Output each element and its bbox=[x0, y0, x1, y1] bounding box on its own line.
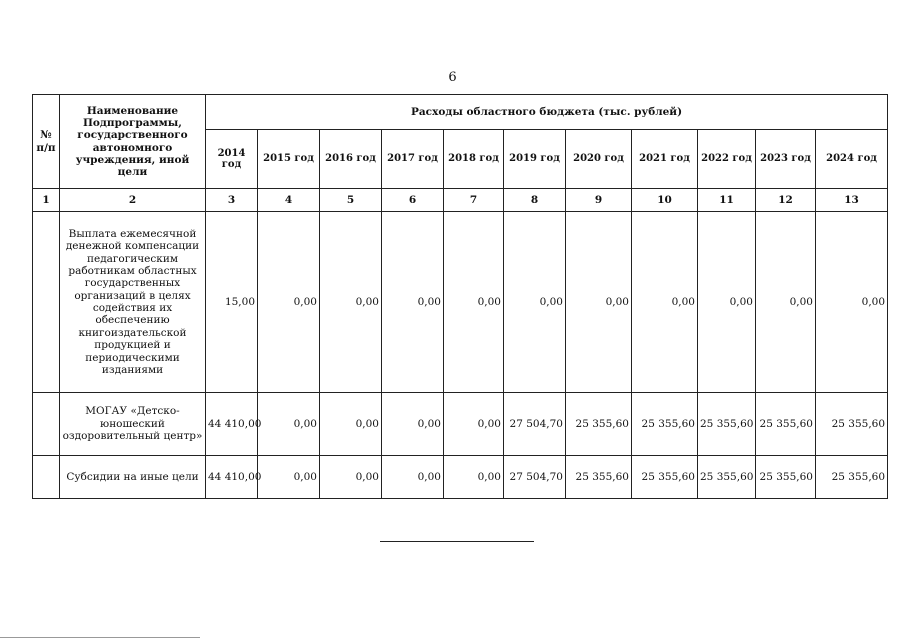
row-num bbox=[33, 393, 60, 456]
value-cell: 0,00 bbox=[444, 456, 504, 499]
row-name: МОГАУ «Детско-юношеский оздоровительный центр» bbox=[60, 393, 206, 456]
value-cell: 15,00 bbox=[206, 212, 258, 393]
header-year: 2020 год bbox=[566, 130, 632, 189]
value-cell: 25 355,60 bbox=[816, 456, 888, 499]
scan-edge-line bbox=[0, 637, 200, 638]
header-row-top bbox=[33, 95, 888, 130]
header-year: 2023 год bbox=[756, 130, 816, 189]
table-row bbox=[33, 456, 888, 499]
value-cell: 25 355,60 bbox=[816, 393, 888, 456]
column-index-row bbox=[33, 189, 888, 212]
value-cell: 0,00 bbox=[382, 393, 444, 456]
column-index: 11 bbox=[698, 189, 756, 212]
header-name: Наименование Подпрограммы, государственного автономного учреждения, иной цели bbox=[60, 95, 206, 189]
value-cell: 0,00 bbox=[258, 393, 320, 456]
column-index: 5 bbox=[320, 189, 382, 212]
value-cell: 25 355,60 bbox=[632, 393, 698, 456]
end-rule-divider bbox=[380, 541, 534, 542]
column-index: 2 bbox=[60, 189, 206, 212]
column-index: 1 bbox=[33, 189, 60, 212]
value-cell: 0,00 bbox=[382, 456, 444, 499]
row-name: Выплата ежемесячной денежной компенсации педагогическим работникам областных государственных организаций в целях содействия их обеспечению книгоиздательской продукцией и периодическими изданиями bbox=[60, 212, 206, 393]
value-cell: 0,00 bbox=[444, 393, 504, 456]
value-cell: 25 355,60 bbox=[566, 393, 632, 456]
column-index: 4 bbox=[258, 189, 320, 212]
value-cell: 0,00 bbox=[698, 212, 756, 393]
row-name: Субсидии на иные цели bbox=[60, 456, 206, 499]
header-year: 2015 год bbox=[258, 130, 320, 189]
value-cell: 0,00 bbox=[504, 212, 566, 393]
table-row bbox=[33, 212, 888, 393]
column-index: 13 bbox=[816, 189, 888, 212]
column-index: 12 bbox=[756, 189, 816, 212]
value-cell: 0,00 bbox=[320, 456, 382, 499]
value-cell: 27 504,70 bbox=[504, 393, 566, 456]
header-num: № п/п bbox=[33, 95, 60, 189]
value-cell: 0,00 bbox=[816, 212, 888, 393]
header-year: 2017 год bbox=[382, 130, 444, 189]
value-cell: 25 355,60 bbox=[632, 456, 698, 499]
header-year: 2024 год bbox=[816, 130, 888, 189]
header-year: 2018 год bbox=[444, 130, 504, 189]
row-num bbox=[33, 212, 60, 393]
header-year: 2014 год bbox=[206, 130, 258, 189]
column-index: 10 bbox=[632, 189, 698, 212]
column-index: 7 bbox=[444, 189, 504, 212]
column-index: 3 bbox=[206, 189, 258, 212]
value-cell: 0,00 bbox=[258, 212, 320, 393]
value-cell: 44 410,00 bbox=[206, 456, 258, 499]
header-year: 2016 год bbox=[320, 130, 382, 189]
header-year: 2021 год bbox=[632, 130, 698, 189]
value-cell: 0,00 bbox=[382, 212, 444, 393]
value-cell: 44 410,00 bbox=[206, 393, 258, 456]
value-cell: 25 355,60 bbox=[756, 393, 816, 456]
value-cell: 0,00 bbox=[566, 212, 632, 393]
value-cell: 25 355,60 bbox=[698, 393, 756, 456]
header-year: 2022 год bbox=[698, 130, 756, 189]
value-cell: 0,00 bbox=[756, 212, 816, 393]
value-cell: 0,00 bbox=[320, 212, 382, 393]
header-year: 2019 год bbox=[504, 130, 566, 189]
page-number: 6 bbox=[448, 70, 457, 85]
budget-table bbox=[32, 94, 888, 499]
value-cell: 25 355,60 bbox=[756, 456, 816, 499]
column-index: 9 bbox=[566, 189, 632, 212]
header-expenses-group: Расходы областного бюджета (тыс. рублей) bbox=[206, 95, 888, 130]
value-cell: 0,00 bbox=[320, 393, 382, 456]
value-cell: 0,00 bbox=[632, 212, 698, 393]
table-row bbox=[33, 393, 888, 456]
column-index: 8 bbox=[504, 189, 566, 212]
row-num bbox=[33, 456, 60, 499]
value-cell: 27 504,70 bbox=[504, 456, 566, 499]
value-cell: 0,00 bbox=[444, 212, 504, 393]
value-cell: 25 355,60 bbox=[566, 456, 632, 499]
value-cell: 25 355,60 bbox=[698, 456, 756, 499]
value-cell: 0,00 bbox=[258, 456, 320, 499]
column-index: 6 bbox=[382, 189, 444, 212]
